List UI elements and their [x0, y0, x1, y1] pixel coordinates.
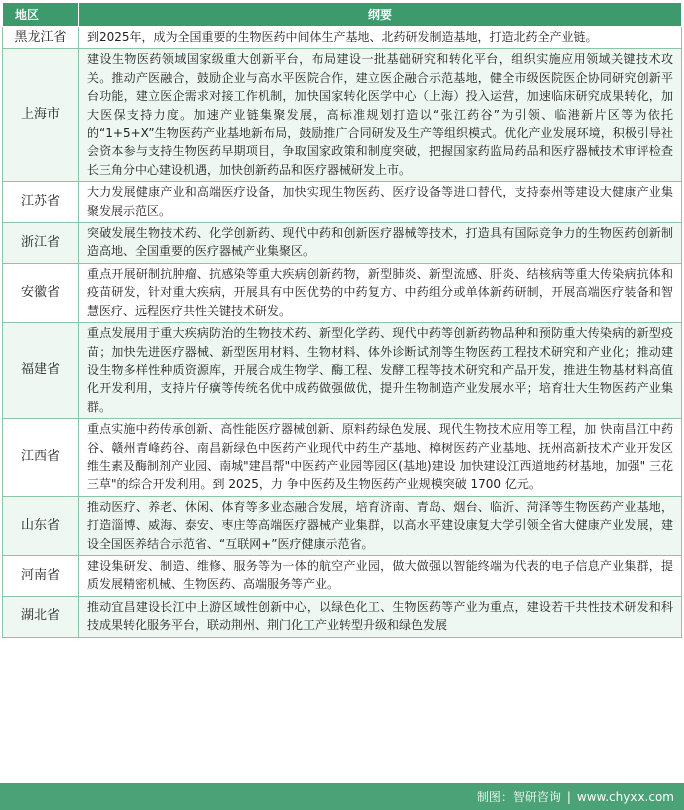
footer-separator: |: [566, 789, 571, 804]
table-row: [3, 596, 682, 637]
summary-cell: 突破发展生物技术药、化学创新药、现代中药和创新医疗器械等技术，打造具有国际竞争力的生物医药创新制造高地、全国重要的医疗器械产业集聚区。: [79, 223, 682, 264]
summary-cell: 推动医疗、养老、休闲、体育等多业态融合发展，培育济南、青岛、烟台、临沂、菏泽等生物医药产业基地，打造淄博、威海、泰安、枣庄等高端医疗器械产业集群，以高水平建设康复大学引领全省大健康产业发展，建设全国医养结合示范省、“互联网+”医疗健康示范省。: [79, 496, 682, 555]
region-cell: 江苏省: [3, 182, 79, 223]
summary-column-header: 纲要: [79, 3, 682, 27]
summary-cell: 建设生物医药领域国家级重大创新平台，布局建设一批基础研究和转化平台，组织实施应用领域关键技术攻关。推动产医融合，鼓励企业与高水平医院合作，建立医企融合示范基地，健全市级医院医企协同研究创新平台功能，建立医企需求对接工作机制，加快国家转化医学中心（上海）投入运营，加速临床研究成果转化，加大医保支持力度。加速产业链集聚发展，高标准规划打造以“张江药谷”为引领、临港新片区等为依托的“1+5+X”生物医药产业基地新布局，鼓励推广合同研发及生产等组织模式。优化产业发展环境，积极引导社会资本参与支持生物医药早期项目，争取国家政策和制度突破，把握国家药监局药品和医疗器械技术审评检查长三角分中心建设机遇，加快创新药品和医疗器械研发上市。: [79, 49, 682, 182]
region-cell: 江西省: [3, 419, 79, 497]
region-cell: 黑龙江省: [3, 27, 79, 49]
table-row: [3, 263, 682, 322]
region-cell: 湖北省: [3, 596, 79, 637]
source-website: www.chyxx.com: [576, 789, 674, 804]
summary-cell: 重点开展研制抗肿瘤、抗感染等重大疾病创新药物，新型肺炎、新型流感、肝炎、结核病等重大传染病抗体和疫苗研发，针对重大疾病，开展具有中医优势的中药复方、中药组分或单体新药研制，开展高端医疗装备和智慧医疗、远程医疗共性关键技术研发。: [79, 263, 682, 322]
table-row: [3, 223, 682, 264]
summary-cell: 建设集研发、制造、维修、服务等为一体的航空产业园，做大做强以智能终端为代表的电子信息产业集群，提质发展精密机械、生物医药、高端服务等产业。: [79, 555, 682, 596]
table-row: [3, 555, 682, 596]
summary-cell: 重点发展用于重大疾病防治的生物技术药、新型化学药、现代中药等创新药物品种和预防重大传染病的新型疫苗；加快先进医疗器械、新型医用材料、生物材料、体外诊断试剂等生物医药工程技术研究和产业化；推动建设生物多样性种质资源库，开展合成生物学、酶工程、发酵工程等技术研究和产品开发，推进生物基材料高值化开发利用，支持片仔癀等传统名优中成药做强做优，提升生物制造产业发展水平；培育壮大生物医药产业集群。: [79, 323, 682, 419]
source-credit: 制图：智研咨询: [476, 790, 561, 804]
table-row: [3, 419, 682, 497]
table-header-row: [3, 3, 682, 27]
table-row: [3, 323, 682, 419]
region-column-header: 地区: [3, 3, 79, 27]
table-row: [3, 496, 682, 555]
policy-table: [2, 2, 682, 638]
region-cell: 河南省: [3, 555, 79, 596]
region-cell: 安徽省: [3, 263, 79, 322]
region-cell: 上海市: [3, 49, 79, 182]
region-cell: 福建省: [3, 323, 79, 419]
table-row: [3, 27, 682, 49]
region-cell: 浙江省: [3, 223, 79, 264]
summary-cell: 推动宜昌建设长江中上游区域性创新中心，以绿色化工、生物医药等产业为重点，建设若干共性技术研发和科技成果转化服务平台，联动荆州、荆门化工产业转型升级和绿色发展: [79, 596, 682, 637]
region-cell: 山东省: [3, 496, 79, 555]
summary-cell: 重点实施中药传承创新、高性能医疗器械创新、原料药绿色发展、现代生物技术应用等工程，加 快南昌江中药谷、赣州青峰药谷、南昌新绿色中医药产业现代中药生产基地、樟树医药产业基地、抚州高新技术产业开发区维生素及酶制剂产业园、南城"建昌帮"中医药产业园等园区(基地)建设 加快建设江西道地药材基地，加强" 三花三草"的综合开发利用。到 2025，力 争中医药及生物医药产业规模突破 1700 亿元。: [79, 419, 682, 497]
table-row: [3, 182, 682, 223]
table-row: [3, 49, 682, 182]
summary-cell: 到2025年，成为全国重要的生物医药中间体生产基地、北药研发制造基地，打造北药全产业链。: [79, 27, 682, 49]
source-footer: [0, 783, 684, 810]
summary-cell: 大力发展健康产业和高端医疗设备，加快实现生物医药、医疗设备等进口替代，支持泰州等建设大健康产业集聚发展示范区。: [79, 182, 682, 223]
